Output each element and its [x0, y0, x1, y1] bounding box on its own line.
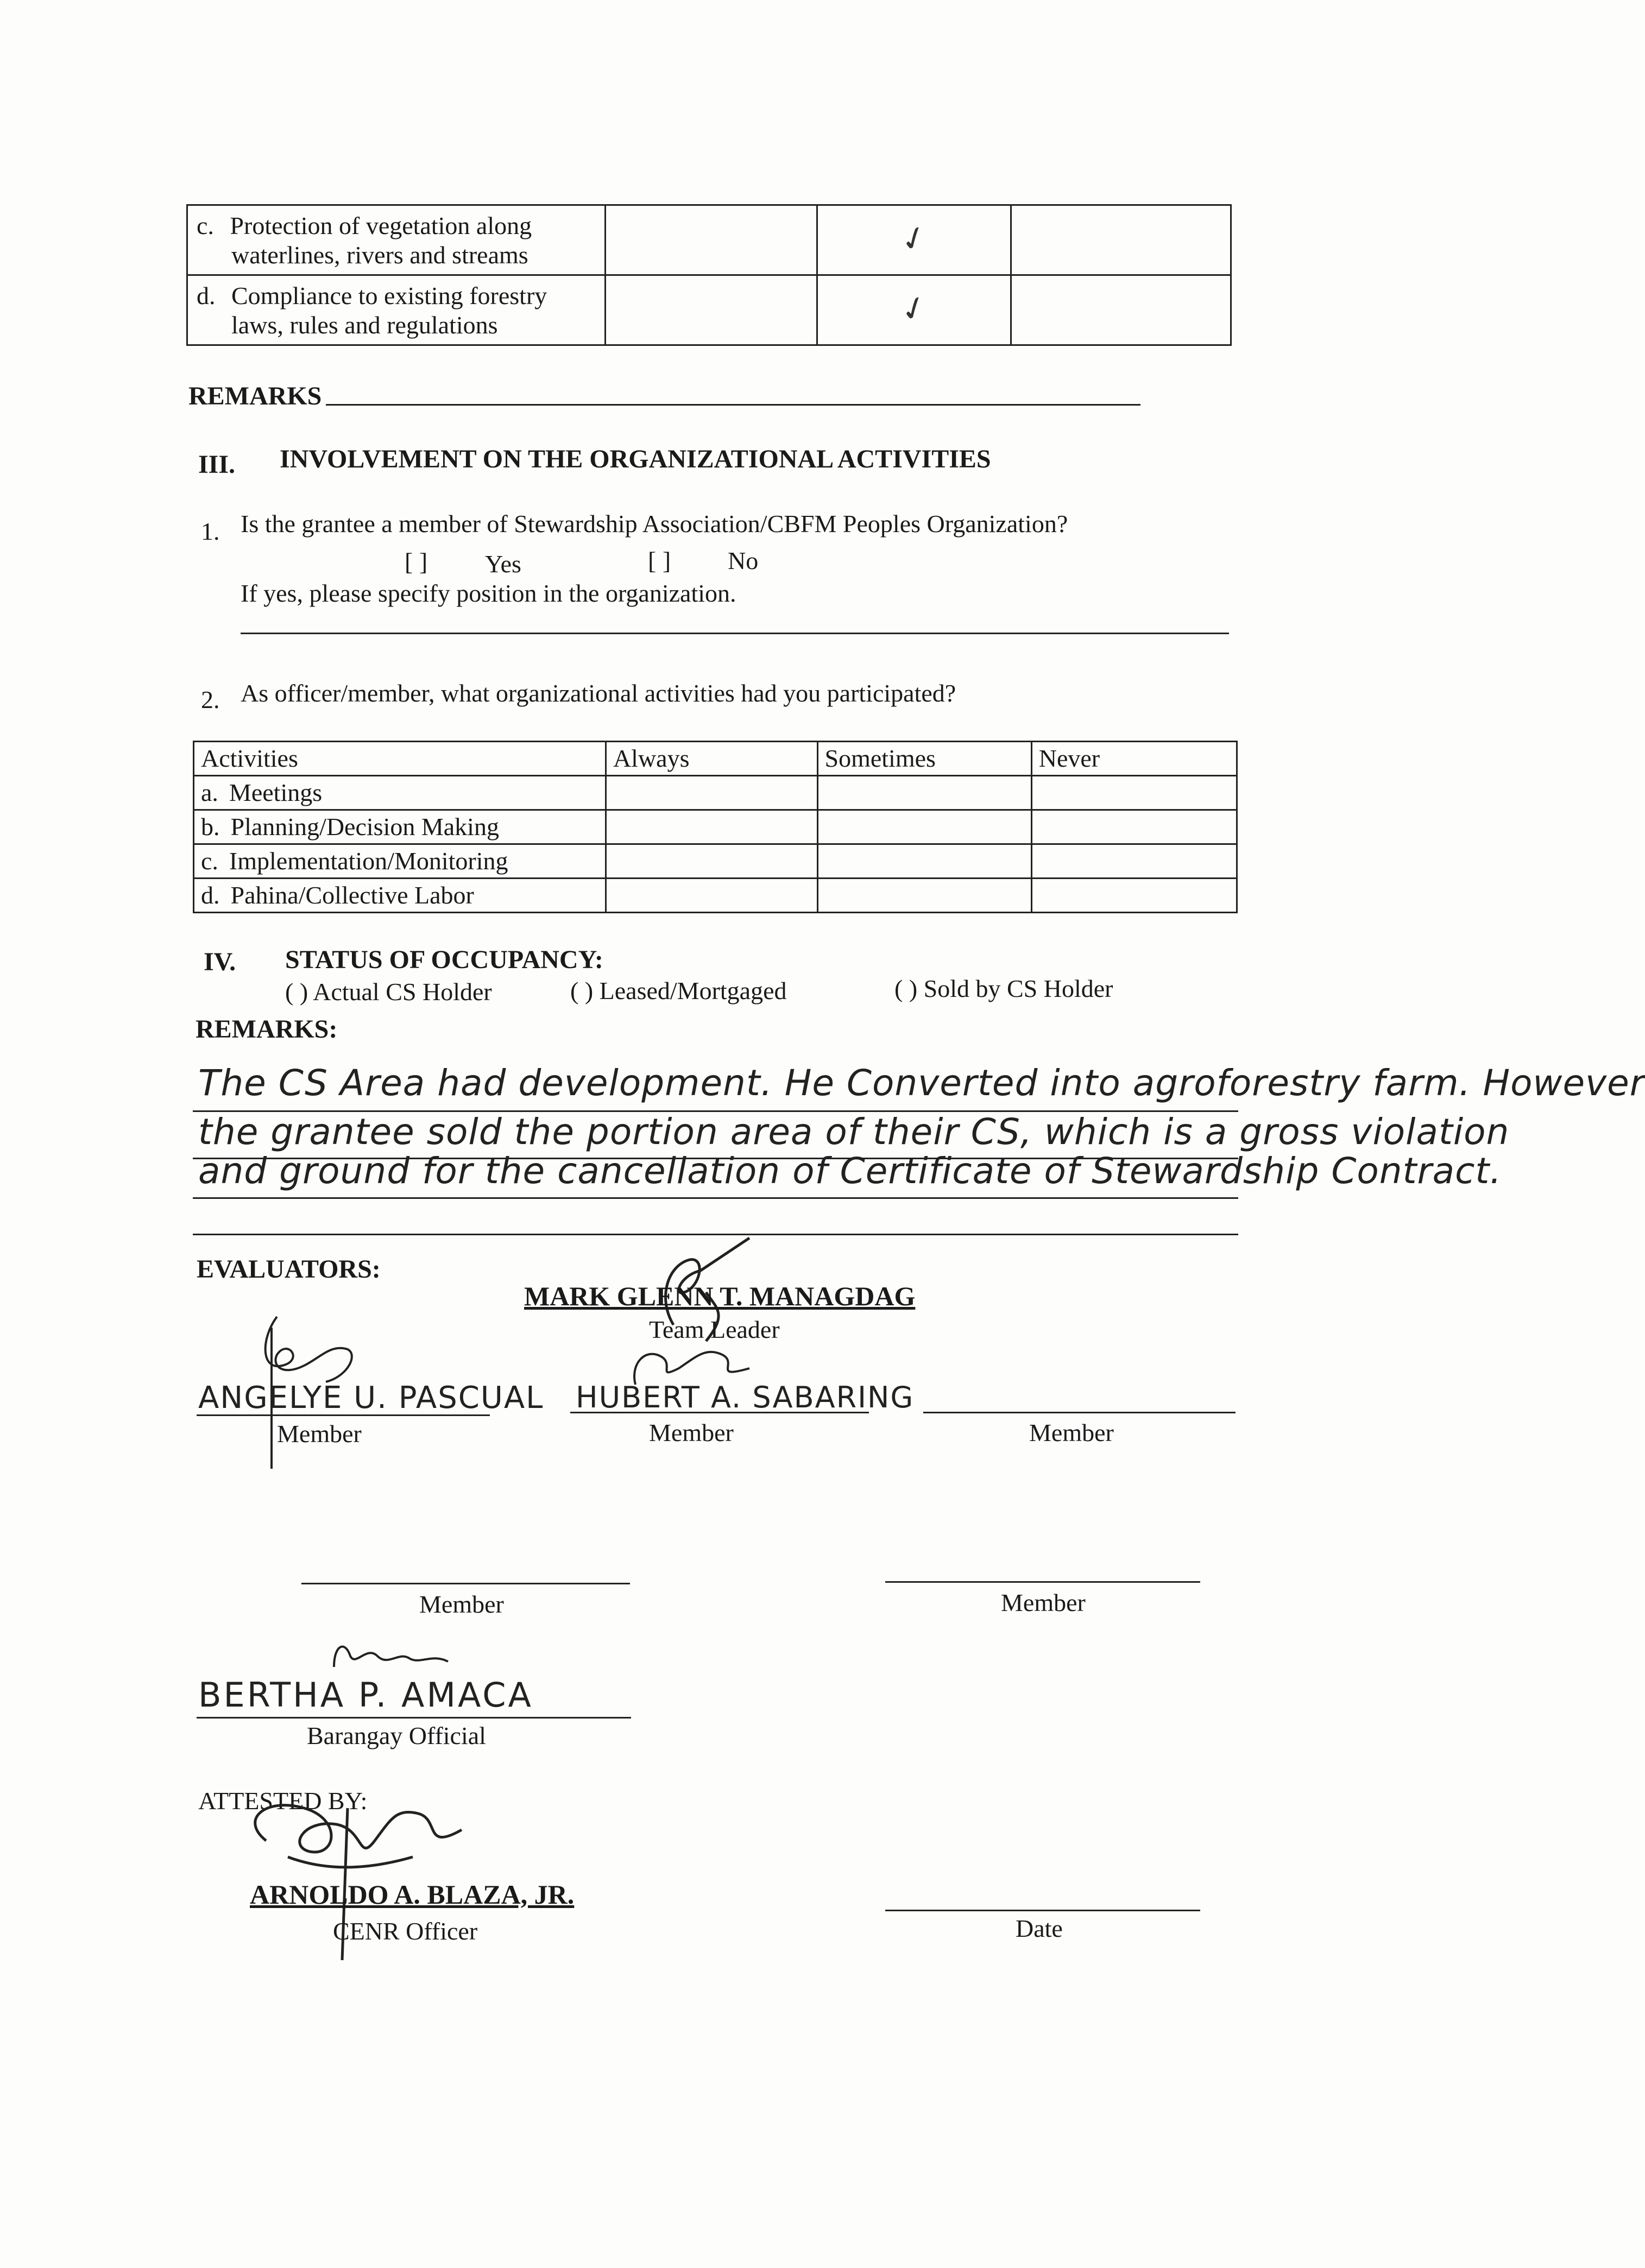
- table-cell: [605, 275, 817, 345]
- table-row: [187, 205, 1231, 275]
- table-cell-item: [187, 205, 606, 275]
- header-activities: Activities: [194, 742, 606, 776]
- no-checkbox[interactable]: [ ]: [648, 547, 671, 574]
- remarks-rule: [193, 1197, 1238, 1199]
- activity-cell: [194, 810, 606, 844]
- activity-label: Planning/Decision Making: [230, 813, 499, 841]
- yes-label: Yes: [485, 550, 521, 578]
- table-cell-item: [187, 275, 606, 345]
- position-line[interactable]: [241, 633, 1229, 634]
- item-letter: d.: [197, 282, 216, 309]
- table-cell: [605, 205, 817, 275]
- cenr-officer-name: ARNOLDO A. BLAZA, JR.: [250, 1879, 575, 1910]
- date-label: Date: [1016, 1915, 1063, 1942]
- item-line2: waterlines, rivers and streams: [231, 241, 528, 269]
- activity-label: Pahina/Collective Labor: [230, 881, 474, 909]
- item-line2: laws, rules and regulations: [231, 311, 498, 339]
- member5-label: Member: [1001, 1589, 1086, 1616]
- activity-label: Meetings: [229, 779, 323, 806]
- activity-cell: [194, 776, 606, 810]
- q1-text: Is the grantee a member of Stewardship Association/CBFM Peoples Organization?: [241, 510, 1068, 538]
- table-cell-check: [817, 205, 1011, 275]
- header-sometimes: Sometimes: [817, 742, 1031, 776]
- table-cell: [1011, 275, 1231, 345]
- table-row: [194, 879, 1237, 913]
- official-handwritten-name: BERTHA P. AMACA: [198, 1675, 533, 1715]
- activities-table: [193, 741, 1238, 913]
- q2-text: As officer/member, what organizational activities had you participated?: [241, 679, 956, 707]
- remarks-line: [326, 404, 1140, 406]
- member2-line: [570, 1412, 869, 1413]
- no-label: No: [728, 547, 759, 574]
- checkmark-icon: ✓: [894, 286, 934, 331]
- header-always: Always: [606, 742, 817, 776]
- section4-title: STATUS OF OCCUPANCY:: [285, 945, 603, 974]
- q1-number: 1.: [201, 517, 220, 545]
- team-leader-role: Team Leader: [649, 1316, 780, 1343]
- item-letter: c.: [197, 212, 214, 239]
- item-line1: Protection of vegetation along: [230, 212, 532, 239]
- table-cell[interactable]: [606, 844, 817, 879]
- cenr-officer-role: CENR Officer: [333, 1917, 478, 1945]
- member3-label: Member: [1029, 1419, 1114, 1446]
- q2-number: 2.: [201, 686, 220, 713]
- activity-letter: b.: [201, 813, 220, 841]
- header-never: Never: [1031, 742, 1237, 776]
- table-header-row: [194, 742, 1237, 776]
- table-row: [194, 776, 1237, 810]
- activity-letter: d.: [201, 881, 220, 909]
- remarks-label: REMARKS: [188, 382, 322, 410]
- date-line[interactable]: [885, 1910, 1200, 1911]
- activity-cell: [194, 844, 606, 879]
- occupancy-option-actual[interactable]: ( ) Actual CS Holder: [285, 978, 492, 1006]
- evaluators-label: EVALUATORS:: [197, 1255, 381, 1284]
- table-cell[interactable]: [1031, 844, 1237, 879]
- table-cell[interactable]: [606, 879, 817, 913]
- activity-cell: [194, 879, 606, 913]
- official-role: Barangay Official: [307, 1722, 486, 1749]
- table-cell[interactable]: [1031, 810, 1237, 844]
- section3-title: INVOLVEMENT ON THE ORGANIZATIONAL ACTIVITIES: [280, 445, 991, 473]
- item-line1: Compliance to existing forestry: [231, 282, 547, 309]
- member1-label: Member: [277, 1420, 362, 1448]
- checkmark-icon: ✓: [894, 216, 934, 261]
- member2-label: Member: [649, 1419, 734, 1446]
- table-row: [187, 275, 1231, 345]
- table-cell[interactable]: [817, 844, 1031, 879]
- member5-line[interactable]: [885, 1581, 1200, 1583]
- activity-letter: c.: [201, 847, 218, 875]
- official-line: [197, 1717, 631, 1719]
- member2-handwritten-name: HUBERT A. SABARING: [576, 1380, 915, 1414]
- occupancy-option-sold[interactable]: ( ) Sold by CS Holder: [894, 975, 1113, 1002]
- occupancy-option-leased[interactable]: ( ) Leased/Mortgaged: [570, 977, 787, 1005]
- table-cell[interactable]: [817, 879, 1031, 913]
- official-signature: [329, 1634, 453, 1678]
- handwritten-remark-line3: and ground for the cancellation of Certificate of Stewardship Contract.: [198, 1150, 1502, 1192]
- section4-numeral: IV.: [204, 947, 236, 976]
- table-cell[interactable]: [817, 810, 1031, 844]
- handwritten-remark-line1: The CS Area had development. He Converted into agroforestry farm. However: [198, 1062, 1645, 1104]
- table-cell[interactable]: [606, 776, 817, 810]
- table-row: [194, 810, 1237, 844]
- q1-followup: If yes, please specify position in the organization.: [241, 579, 736, 607]
- attested-by-label: ATTESTED BY:: [198, 1787, 368, 1815]
- activity-letter: a.: [201, 779, 218, 806]
- yes-checkbox[interactable]: [ ]: [405, 548, 428, 576]
- section3-numeral: III.: [198, 450, 236, 479]
- table-row: [194, 844, 1237, 879]
- team-leader-name: MARK GLENN T. MANAGDAG: [524, 1281, 916, 1311]
- member4-line[interactable]: [301, 1583, 630, 1584]
- section4-remarks-label: REMARKS:: [196, 1015, 338, 1044]
- table-cell: [1011, 205, 1231, 275]
- table-cell[interactable]: [606, 810, 817, 844]
- compliance-table: [186, 204, 1232, 346]
- member3-line[interactable]: [923, 1412, 1236, 1413]
- table-cell[interactable]: [817, 776, 1031, 810]
- table-cell[interactable]: [1031, 776, 1237, 810]
- activity-label: Implementation/Monitoring: [229, 847, 508, 875]
- handwritten-remark-line2: the grantee sold the portion area of their CS, which is a gross violation: [198, 1111, 1510, 1153]
- member1-handwritten-name: ANGELYE U. PASCUAL: [198, 1380, 544, 1416]
- member1-line: [197, 1414, 490, 1416]
- table-cell-check: [817, 275, 1011, 345]
- member4-label: Member: [419, 1590, 504, 1618]
- table-cell[interactable]: [1031, 879, 1237, 913]
